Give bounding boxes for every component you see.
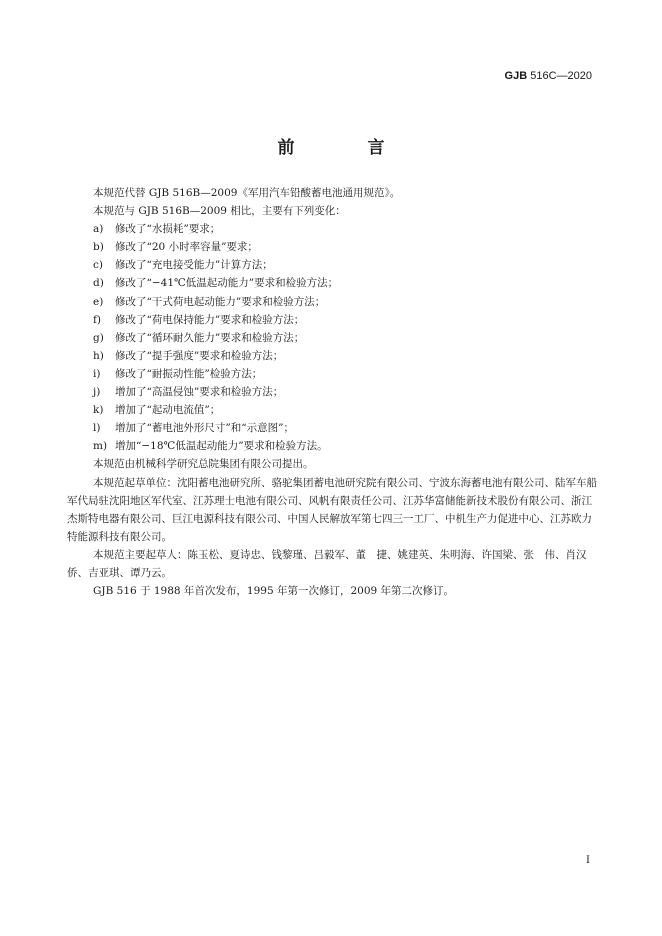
list-item-label: k): [93, 404, 104, 417]
list-item-text: 修改了“耐振动性能”检验方法；: [115, 367, 263, 380]
list-item-label: b): [93, 241, 104, 254]
standard-code: [505, 70, 592, 82]
list-item-text: 增加了“起动电流值”；: [115, 404, 221, 417]
page-number: I: [586, 855, 590, 866]
list-item-text: 修改了“−41℃低温起动能力”要求和检验方法；: [115, 277, 339, 290]
list-item: [93, 238, 598, 256]
list-item: [93, 311, 598, 329]
list-item-text: 修改了“充电接受能力”计算方法；: [115, 259, 273, 272]
list-item-label: f): [93, 313, 101, 326]
standard-prefix: GJB: [504, 70, 528, 82]
standard-number: 516C—2020: [527, 70, 592, 82]
foreword-body: [67, 184, 598, 600]
list-item: [93, 437, 598, 455]
list-item-text: 修改了“荷电保持能力”要求和检验方法；: [115, 313, 305, 326]
list-item-text: 增加了“蓄电池外形尺寸”和“示意图”；: [115, 422, 294, 435]
intro-line-changes: 本规范与 GJB 516B—2009 相比，主要有下列变化：: [93, 205, 346, 218]
page-title: 前 言: [277, 138, 413, 158]
list-item-label: m): [93, 440, 108, 453]
list-item: [93, 256, 598, 274]
list-item: [93, 419, 598, 437]
revision-history: GJB 516 于 1988 年首次发布，1995 年第一次修订，2009 年第二次修订。: [93, 585, 455, 598]
list-item-text: 修改了“干式荷电起动能力”要求和检验方法；: [115, 295, 326, 308]
list-item: [93, 401, 598, 419]
list-item: [93, 220, 598, 238]
list-item-label: l): [93, 422, 101, 435]
intro-line-replaces: 本规范代替 GJB 516B—2009《军用汽车铅酸蓄电池通用规范》。: [93, 187, 401, 199]
proposed-by: 本规范由机械科学研究总院集团有限公司提出。: [93, 458, 314, 471]
list-item-text: 增加“−18℃低温起动能力”要求和检验方法。: [115, 440, 328, 453]
list-item-text: 修改了“20 小时率容量”要求；: [115, 241, 258, 254]
list-item-label: e): [93, 295, 104, 308]
list-item-text: 修改了“水损耗”要求；: [115, 223, 221, 236]
list-item-text: 增加了“高温侵蚀”要求和检验方法；: [115, 386, 284, 399]
list-item-label: a): [93, 223, 104, 236]
list-item-label: j): [93, 386, 101, 399]
changes-list: [93, 220, 598, 455]
drafters: 本规范主要起草人：陈玉松、夏诗忠、钱黎瑾、吕毅军、董 捷、姚建英、朱明海、许国梁、张 伟、肖汉侨、吉亚琪、谭乃云。: [67, 548, 587, 579]
drafting-units: 本规范起草单位：沈阳蓄电池研究所、骆驼集团蓄电池研究院有限公司、宁波东海蓄电池有限公司、陆军车船军代局驻沈阳地区军代室、江苏理士电池有限公司、风帆有限责任公司、江苏华富储能新技术股份有限公司、浙江杰斯特电器有限公司、巨江电源科技有限公司、中国人民解放军第七四三一工厂、中机生产力促进中心、江苏欧力特能源科技有限公司。: [67, 476, 597, 543]
list-item: [93, 274, 598, 292]
list-item: [93, 383, 598, 401]
list-item-label: g): [93, 331, 104, 344]
list-item-label: h): [93, 349, 104, 362]
list-item: [93, 365, 598, 383]
list-item: [93, 293, 598, 311]
list-item-label: i): [93, 367, 101, 380]
list-item-label: d): [93, 277, 104, 290]
list-item: [93, 347, 598, 365]
list-item-label: c): [93, 259, 103, 272]
list-item-text: 修改了“提手强度”要求和检验方法；: [115, 349, 284, 362]
list-item-text: 修改了“循环耐久能力”要求和检验方法；: [115, 331, 305, 344]
list-item: [93, 329, 598, 347]
